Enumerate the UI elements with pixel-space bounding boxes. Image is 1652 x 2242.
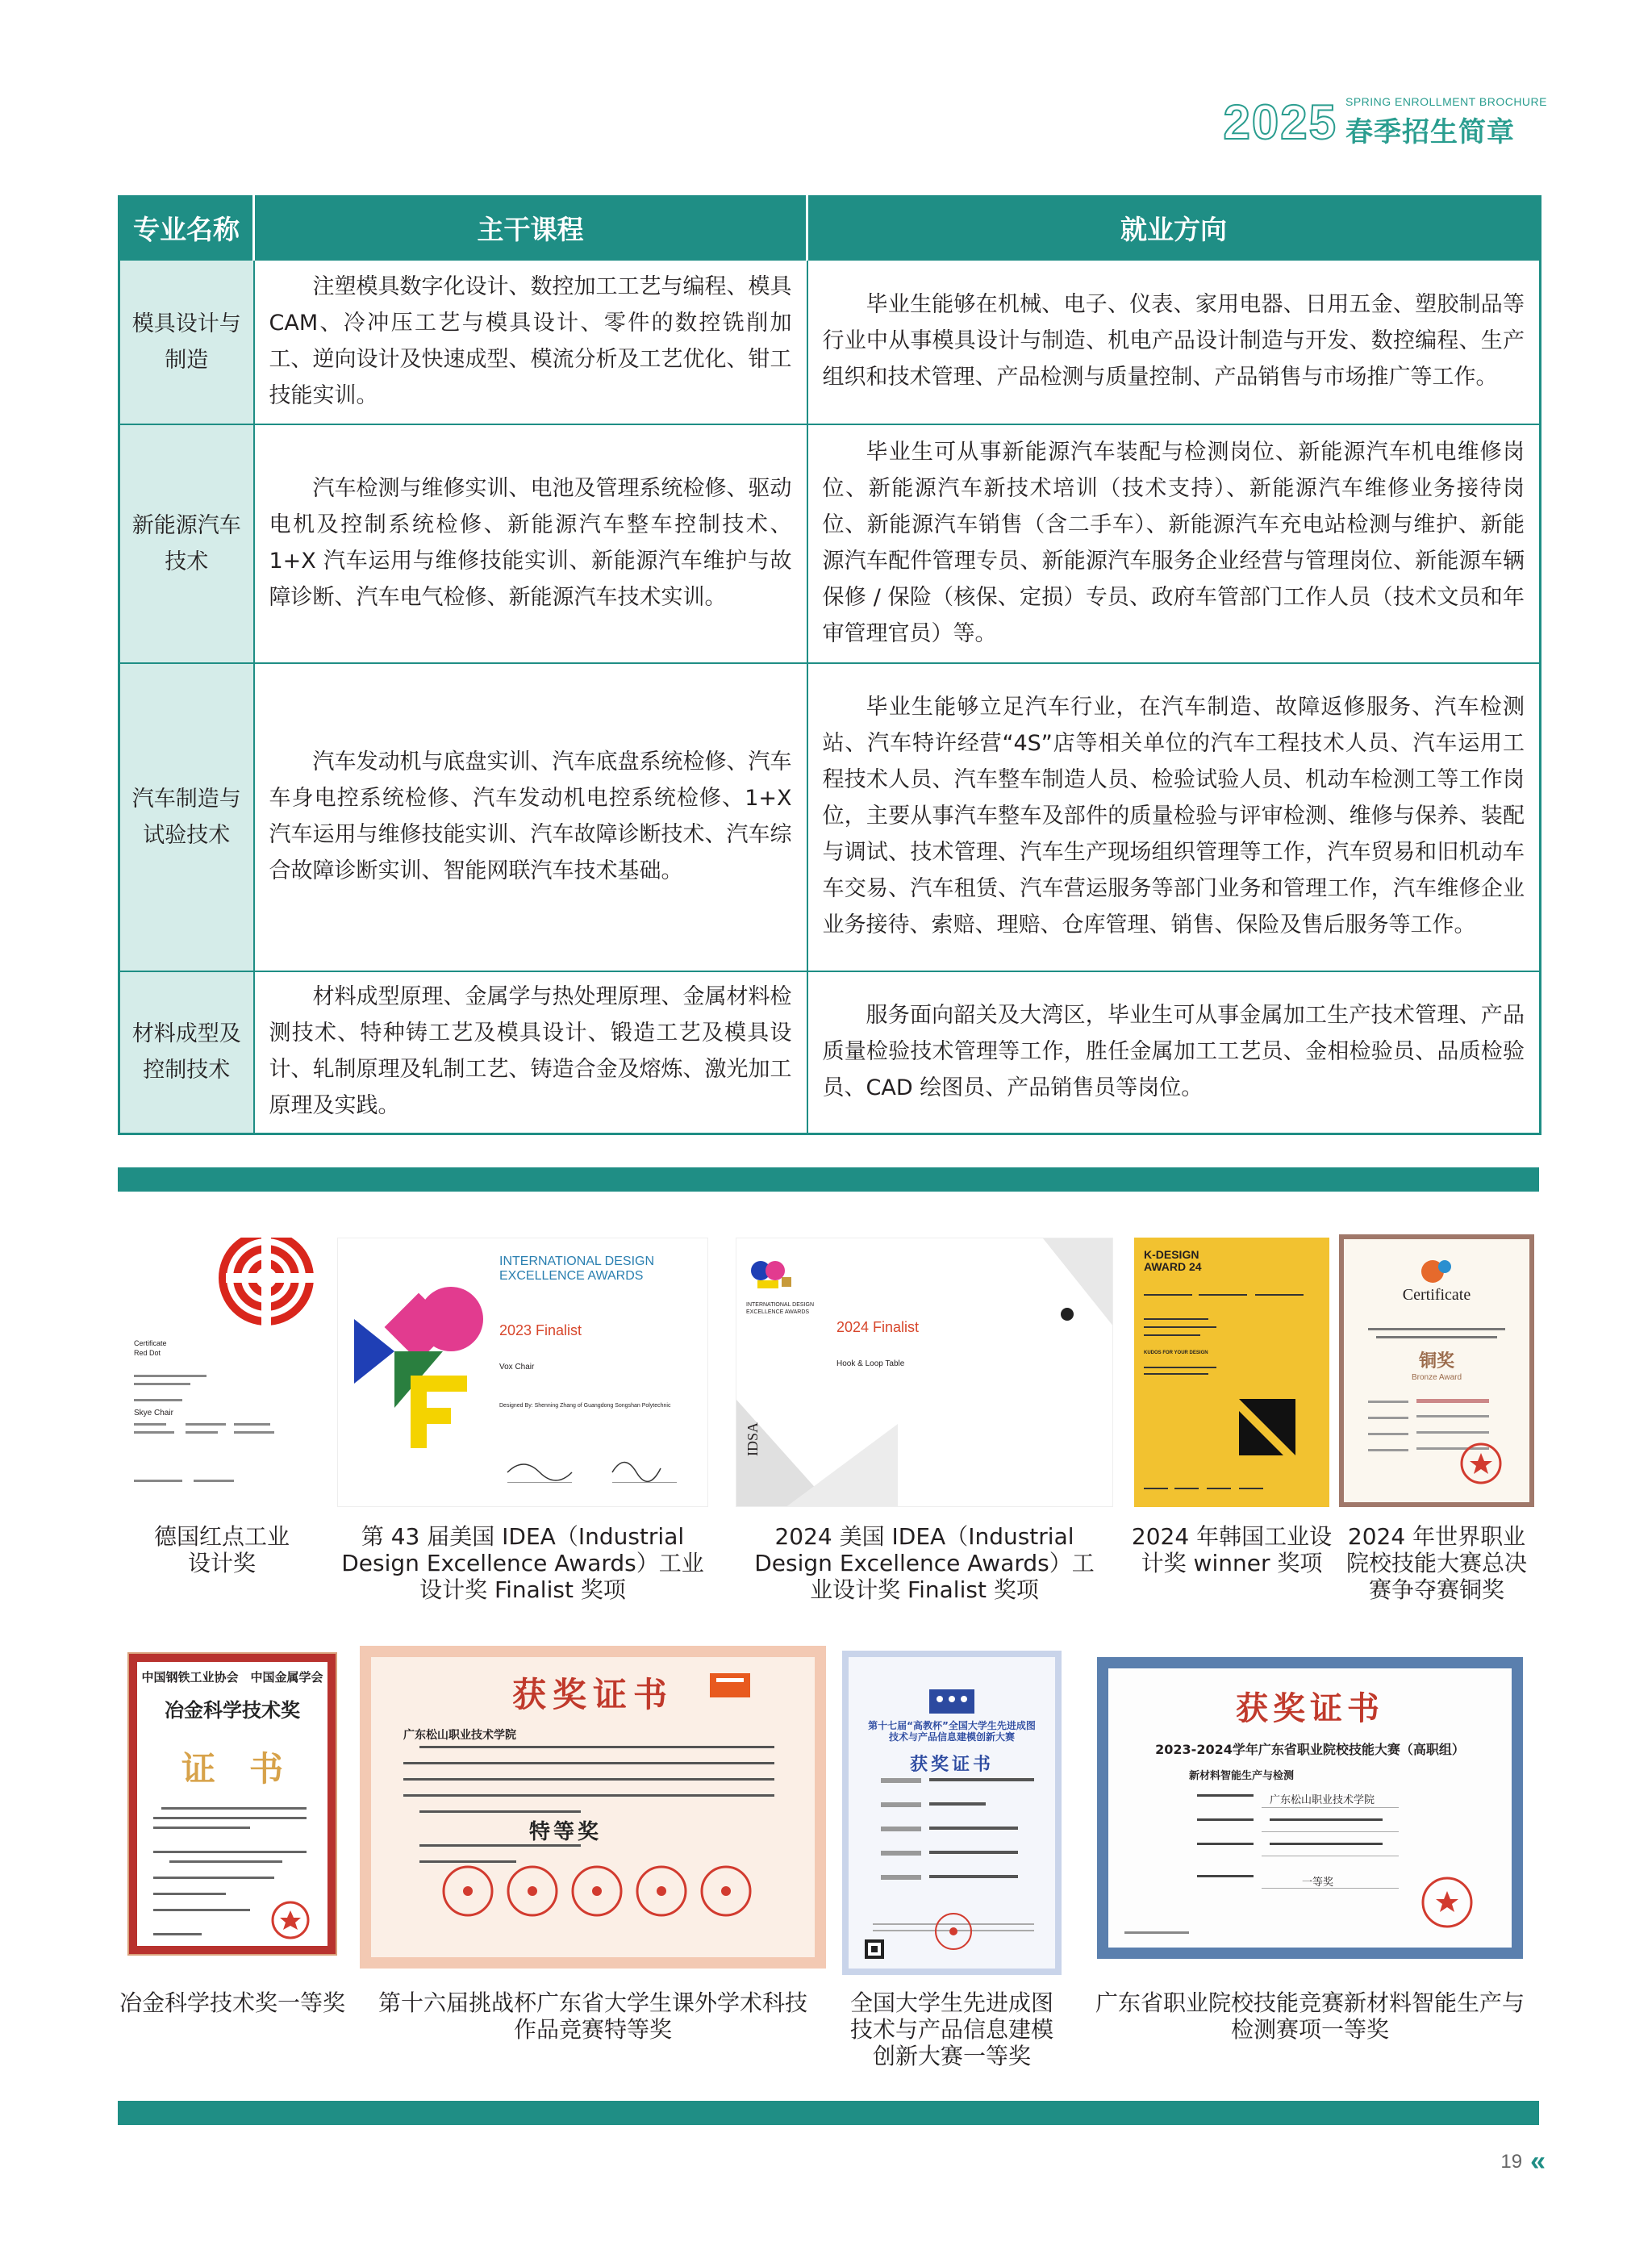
caption-reddot: 德国红点工业设计奖 bbox=[153, 1523, 290, 1576]
idea-2023-product: Vox Chair bbox=[499, 1363, 535, 1372]
kdesign-title: K-DESIGN AWARD 24 bbox=[1144, 1248, 1202, 1273]
metallurgy-org: 中国钢铁工业协会 中国金属学会 bbox=[141, 1670, 323, 1685]
idea-2023-certificate-image bbox=[337, 1238, 708, 1507]
caption-kdesign: 2024 年韩国工业设计奖 winner 奖项 bbox=[1131, 1523, 1333, 1576]
idea-2024-certificate-image bbox=[736, 1238, 1113, 1507]
kdesign-graphics bbox=[1134, 1238, 1329, 1507]
gaojiao-cup-comp: 第十七届“高教杯”全国大学生先进成图技术与产品信息建模创新大赛 bbox=[868, 1720, 1036, 1743]
challenge-cup-school: 广东松山职业技术学院 bbox=[403, 1729, 516, 1742]
header-subtitle-en: SPRING ENROLLMENT BROCHURE bbox=[1345, 95, 1547, 108]
idea-2023-designer: Designed By: Shenning Zhang of Guangdong Songshan Polytechnic bbox=[499, 1403, 671, 1409]
major-name: 新能源汽车技术 bbox=[119, 424, 254, 663]
major-name: 汽车制造与试验技术 bbox=[119, 663, 254, 971]
major-name: 模具设计与制造 bbox=[119, 260, 254, 424]
header-year: 2025 bbox=[1223, 94, 1337, 149]
reddot-certificate-image bbox=[129, 1238, 315, 1507]
courses-text: 汽车检测与维修实训、电池及管理系统检修、驱动电机及控制系统检修、新能源汽车整车控制技术、1+X 汽车运用与维修技能实训、新能源汽车维护与故障诊断、汽车电气检修、新能源汽车技术实训。 bbox=[269, 475, 792, 610]
chevron-left-icon: « bbox=[1530, 2146, 1539, 2177]
metallurgy-title: 冶金科学技术奖 bbox=[165, 1699, 300, 1722]
jobs-text: 毕业生能够立足汽车行业，在汽车制造、故障返修服务、汽车检测站、汽车特许经营“4S”店等相关单位的汽车工程技术人员、汽车运用工程技术人员、汽车整车制造人员、检验试验人员、机动车检测工等工作岗位，主要从事汽车整车及部件的质量检验与评审检测、维修与保养、装配与调试、技术管理、汽车生产现场组织管理等工作，汽车贸易和旧机动车车交易、汽车租赁、汽车营运服务等部门业务和管理工作，汽车维修企业业务接待、索赔、理赔、仓库管理、销售、保险及售后服务等工作。 bbox=[822, 695, 1525, 937]
guangdong-skills-certificate-image bbox=[1097, 1657, 1523, 1959]
guangdong-prize: 一等奖 bbox=[1302, 1877, 1334, 1889]
gaojiao-cup-certificate-image bbox=[842, 1651, 1062, 1975]
signatures-icon bbox=[499, 1448, 685, 1497]
table-header-row bbox=[119, 197, 1541, 260]
idea-2023-status: 2023 Finalist bbox=[499, 1322, 582, 1338]
courses-text: 材料成型原理、金属学与热处理原理、金属材料检测技术、特种铸工艺及模具设计、锻造工艺及模具设计、轧制原理及轧制工艺、铸造合金及熔炼、激光加工原理及实践。 bbox=[269, 984, 792, 1119]
reddot-sub: Red Dot bbox=[134, 1349, 161, 1357]
guangdong-school: 广东松山职业技术学院 bbox=[1270, 1794, 1375, 1806]
caption-gaojiao-cup: 全国大学生先进成图技术与产品信息建模创新大赛一等奖 bbox=[849, 1989, 1053, 2069]
idea-2024-graphics bbox=[736, 1238, 1113, 1507]
courses-cell bbox=[254, 971, 807, 1134]
caption-idea-2023: 第 43 届美国 IDEA（Industrial Design Excellence Awards）工业设计奖 Finalist 奖项 bbox=[341, 1523, 704, 1603]
idea-2023-org: INTERNATIONAL DESIGN EXCELLENCE AWARDS bbox=[499, 1255, 655, 1283]
courses-cell bbox=[254, 260, 807, 424]
courses-cell bbox=[254, 424, 807, 663]
header-titles bbox=[1345, 95, 1547, 149]
challenge-cup-certificate-image bbox=[360, 1646, 826, 1969]
caption-idea-2024: 2024 美国 IDEA（Industrial Design Excellence Awards）工业设计奖 Finalist 奖项 bbox=[754, 1523, 1095, 1603]
guangdong-event: 新材料智能生产与检测 bbox=[1189, 1770, 1295, 1782]
page-number: 19 bbox=[1500, 2150, 1523, 2173]
header-major: 专业名称 bbox=[119, 197, 254, 260]
reddot-logo-icon bbox=[129, 1238, 315, 1507]
bronze-prize-en: Bronze Award bbox=[1411, 1373, 1462, 1382]
caption-challenge-cup: 第十六届挑战杯广东省大学生课外学术科技作品竞赛特等奖 bbox=[378, 1989, 807, 2043]
idsa-mark: IDSA bbox=[745, 1422, 761, 1456]
jobs-cell bbox=[807, 424, 1541, 663]
table-row bbox=[119, 663, 1541, 971]
jobs-cell bbox=[807, 663, 1541, 971]
idea-2024-status: 2024 Finalist bbox=[836, 1319, 920, 1335]
courses-cell bbox=[254, 663, 807, 971]
challenge-cup-title: 获奖证书 bbox=[511, 1675, 674, 1714]
guangdong-comp: 2023-2024学年广东省职业院校技能大赛（高职组） bbox=[1155, 1742, 1465, 1757]
table-row bbox=[119, 424, 1541, 663]
caption-metallurgy: 冶金科学技术奖一等奖 bbox=[119, 1989, 345, 2016]
jobs-text: 毕业生可从事新能源汽车装配与检测岗位、新能源汽车机电维修岗位、新能源汽车新技术培训（技术支持）、新能源汽车维修业务接待岗位、新能源汽车销售（含二手车）、新能源汽车充电站检测与维护、新能源汽车配件管理专员、新能源汽车服务企业经营与管理岗位、新能源车辆保修 / 保险（核保、定损）专员、政府车管部门工作人员（技术文员和年审管理官员）等。 bbox=[822, 439, 1525, 646]
table-row bbox=[119, 971, 1541, 1134]
caption-bronze: 2024 年世界职业院校技能大赛总决赛争夺赛铜奖 bbox=[1345, 1523, 1527, 1603]
divider-bar-bottom bbox=[118, 2101, 1539, 2125]
courses-text: 汽车发动机与底盘实训、汽车底盘系统检修、汽车车身电控系统检修、汽车发动机电控系统检修、1+X 汽车运用与维修技能实训、汽车故障诊断技术、汽车综合故障诊断实训、智能网联汽车技术基础。 bbox=[269, 749, 792, 883]
kdesign-certificate-image bbox=[1134, 1238, 1329, 1507]
page-header bbox=[1224, 95, 1548, 149]
idea-2024-product: Hook & Loop Table bbox=[836, 1359, 905, 1368]
header-subtitle-cn: 春季招生简章 bbox=[1345, 116, 1515, 148]
bronze-prize: 铜奖 bbox=[1418, 1351, 1454, 1372]
kdesign-kudos: KUDOS FOR YOUR DESIGN bbox=[1144, 1351, 1208, 1355]
table-row bbox=[119, 260, 1541, 424]
jobs-text: 服务面向韶关及大湾区，毕业生可从事金属加工生产技术管理、产品质量检验技术管理等工作，胜任金属加工工艺员、金相检验员、品质检验员、CAD 绘图员、产品销售员等岗位。 bbox=[822, 1002, 1525, 1100]
reddot-product: Skye Chair bbox=[134, 1409, 173, 1417]
bronze-certificate-image bbox=[1339, 1234, 1534, 1507]
metallurgy-certificate-image bbox=[129, 1654, 336, 1954]
jobs-text: 毕业生能够在机械、电子、仪表、家用电器、日用五金、塑胶制品等行业中从事模具设计与制造、机电产品设计制造与开发、数控编程、生产组织和技术管理、产品检测与质量控制、产品销售与市场推广等工作。 bbox=[822, 292, 1525, 390]
major-table bbox=[118, 195, 1541, 1135]
header-jobs: 就业方向 bbox=[807, 197, 1541, 260]
courses-text: 注塑模具数字化设计、数控加工工艺与编程、模具 CAM、冷冲压工艺与模具设计、零件的数控铣削加工、逆向设计及快速成型、模流分析及工艺优化、钳工技能实训。 bbox=[269, 273, 792, 408]
jobs-cell bbox=[807, 971, 1541, 1134]
challenge-cup-prize: 特等奖 bbox=[529, 1820, 603, 1844]
guangdong-title: 获奖证书 bbox=[1236, 1689, 1384, 1727]
gaojiao-cup-title: 获奖证书 bbox=[909, 1755, 994, 1775]
caption-guangdong-skills: 广东省职业院校技能竞赛新材料智能生产与检测赛项一等奖 bbox=[1095, 1989, 1525, 2043]
page-footer bbox=[1500, 2146, 1539, 2177]
bronze-title: Certificate bbox=[1402, 1286, 1471, 1304]
idea-logo-icon bbox=[346, 1271, 507, 1464]
jobs-cell bbox=[807, 260, 1541, 424]
reddot-title: Certificate bbox=[134, 1339, 167, 1347]
idea-2024-org: INTERNATIONAL DESIGN EXCELLENCE AWARDS bbox=[746, 1302, 815, 1315]
header-courses: 主干课程 bbox=[254, 197, 807, 260]
major-name: 材料成型及控制技术 bbox=[119, 971, 254, 1134]
metallurgy-word: 证 书 bbox=[181, 1749, 283, 1789]
divider-bar-top bbox=[118, 1167, 1539, 1192]
gaojiao-cup-graphics bbox=[849, 1657, 1055, 1969]
